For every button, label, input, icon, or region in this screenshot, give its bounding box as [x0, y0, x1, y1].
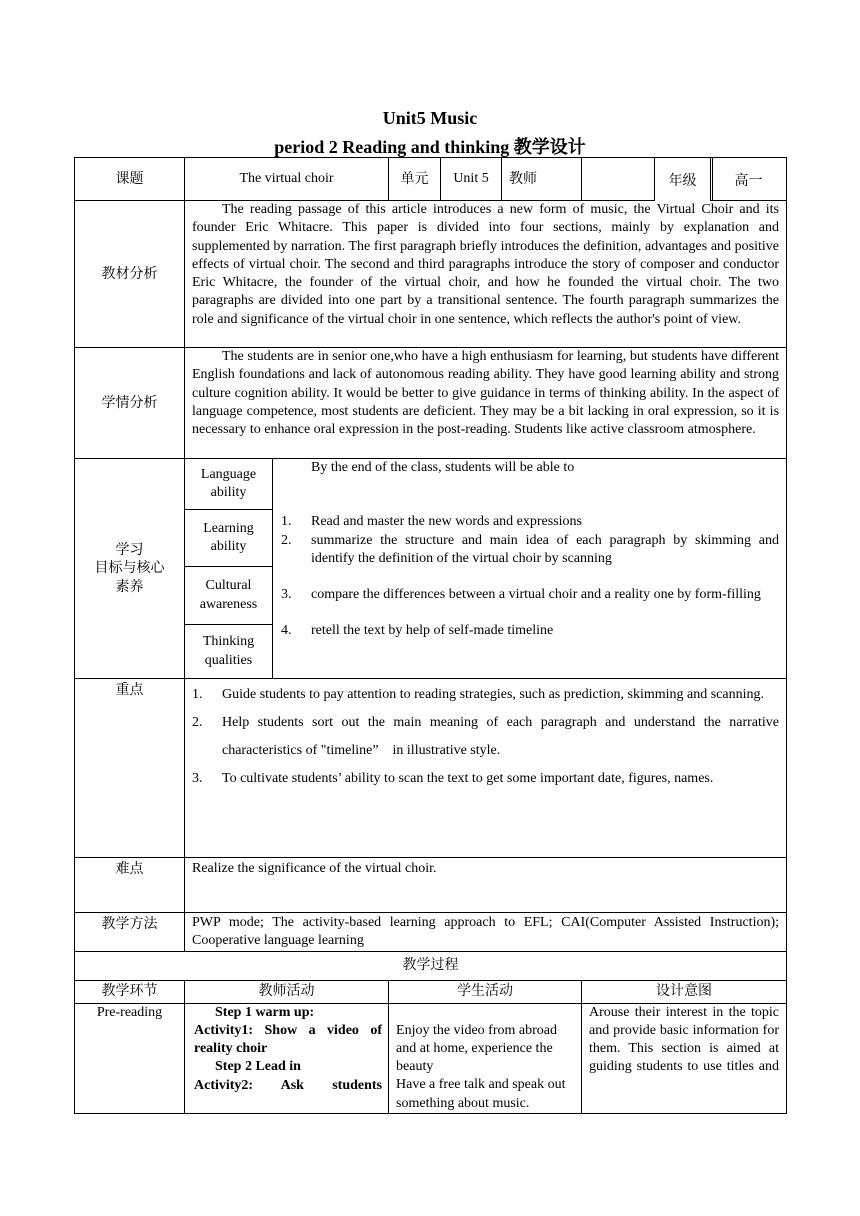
column-student: 学生活动 [389, 980, 582, 1003]
difficulties-row [75, 858, 787, 913]
student-analysis-text: The students are in senior one,who have a high enthusiasm for learning, but students have different English foundations and lack of autonomous reading ability. They have good learning ability and strong culture cognition ability. It would be better to give guidance in terms of thinking ability. In the aspect of language competence, most students are deficient. They may be a bit lacking in oral expression, so it is necessary to enhance oral expression in the post-reading. Students like active classroom atmosphere. [192, 349, 780, 438]
student-analysis-label: 学情分析 [75, 348, 185, 459]
objectives-intro: By the end of the class, students will be able to [311, 460, 575, 475]
student-activity1: Enjoy the video from abroad and at home, experience the beauty [396, 1022, 557, 1075]
material-analysis-cell [185, 201, 787, 348]
student-analysis-cell [185, 348, 787, 459]
dimension-cultural: Cultural awareness [185, 567, 273, 625]
teacher-step1: Step 1 warm up: [215, 1004, 315, 1020]
column-intent: 设计意图 [582, 980, 787, 1003]
key-point-item: 2. Help students sort out the main meaning of each paragraph and understand the narrative characteristics of "timeline” in illustrative style. [192, 715, 780, 758]
dimension-thinking: Thinking qualities [185, 625, 273, 679]
methods-row [75, 913, 787, 952]
methods-label: 教学方法 [75, 913, 185, 952]
objective-item: 2. summarize the structure and main idea of each paragraph by skimming and identify the definition of the virtual choir by scanning [281, 532, 780, 566]
dimension-learning: Learning ability [185, 510, 273, 567]
key-points-content [185, 679, 787, 858]
process-heading-row [75, 951, 787, 980]
process-columns-row [75, 980, 787, 1003]
key-point-item: 1. Guide students to pay attention to reading strategies, such as prediction, skimming and scanning. [192, 687, 765, 702]
teacher-label: 教师 [502, 158, 582, 201]
topic-value: The virtual choir [185, 158, 389, 201]
objective-item: 3. compare the differences between a virtual choir and a reality one by form-filling [281, 587, 761, 603]
column-stage: 教学环节 [75, 980, 185, 1003]
lesson-plan-table [74, 157, 787, 1114]
document-title: Unit5 Music [382, 108, 478, 128]
teacher-activity-cell [185, 1003, 389, 1113]
methods-text: PWP mode; The activity-based learning approach to EFL; CAI(Computer Assisted Instruction); Cooperative language learning [185, 913, 787, 952]
teacher-step2: Step 2 Lead in [215, 1059, 301, 1075]
grade-label: 年级 [654, 158, 711, 201]
student-activity-cell [389, 1003, 582, 1113]
document-subtitle: period 2 Reading and thinking 教学设计 [274, 137, 586, 157]
column-teacher: 教师活动 [185, 980, 389, 1003]
material-analysis-text: The reading passage of this article introduces a new form of music, the Virtual Choir and its founder Eric Whitacre. This paper is divided into four sections, mainly by explanation and supplemented by narration. The first paragraph briefly introduces the definition, advantages and positive effects of virtual choir. The second and third paragraphs introduce the story of composer and conductor Eric Whitacre, the founder of the virtual choir, and how he founded the virtual choir. The two paragraphs are divided into one part by a transitional sentence. The fourth paragraph summarizes the role and significance of the virtual choir in one sentence, which reflects the author's point of view. [192, 202, 780, 327]
objective-item: 4. retell the text by help of self-made timeline [281, 623, 554, 639]
objectives-label-line1: 学习 [115, 542, 144, 559]
topic-label: 课题 [75, 158, 185, 201]
grade-value: 高一 [734, 172, 763, 189]
objectives-label-line3: 素养 [115, 578, 144, 595]
dimension-language: Language ability [185, 459, 273, 510]
objectives-row [75, 459, 787, 510]
key-points-label: 重点 [75, 679, 185, 858]
key-points-row [75, 679, 787, 858]
material-analysis-label: 教材分析 [75, 201, 185, 348]
difficulties-text: Realize the significance of the virtual choir. [185, 858, 787, 913]
design-intent-cell [582, 1003, 787, 1113]
student-activity2: Have a free talk and speak out something about music. [396, 1077, 566, 1111]
student-analysis-row [75, 348, 787, 459]
unit-label: 单元 [389, 158, 441, 201]
objectives-content [273, 459, 787, 679]
teacher-activity2: Activity2: Ask students [194, 1077, 383, 1093]
objective-item: 1. Read and master the new words and expressions [281, 514, 582, 530]
process-heading: 教学过程 [75, 951, 787, 980]
unit-value: Unit 5 [441, 158, 502, 201]
process-row [75, 1003, 787, 1113]
key-point-item: 3. To cultivate students’ ability to scan the text to get some important date, figures, names. [192, 771, 714, 786]
objectives-label [75, 459, 185, 679]
difficulties-label: 难点 [75, 858, 185, 913]
teacher-activity1: Activity1: Show a video of reality choir [194, 1022, 383, 1057]
design-intent-text: Arouse their interest in the topic and provide basic information for them. This section is aimed at guiding students to use titles and [589, 1004, 780, 1075]
stage-cell: Pre-reading [75, 1003, 185, 1113]
objectives-label-line2: 目标与核心 [94, 560, 165, 577]
material-analysis-row [75, 201, 787, 348]
